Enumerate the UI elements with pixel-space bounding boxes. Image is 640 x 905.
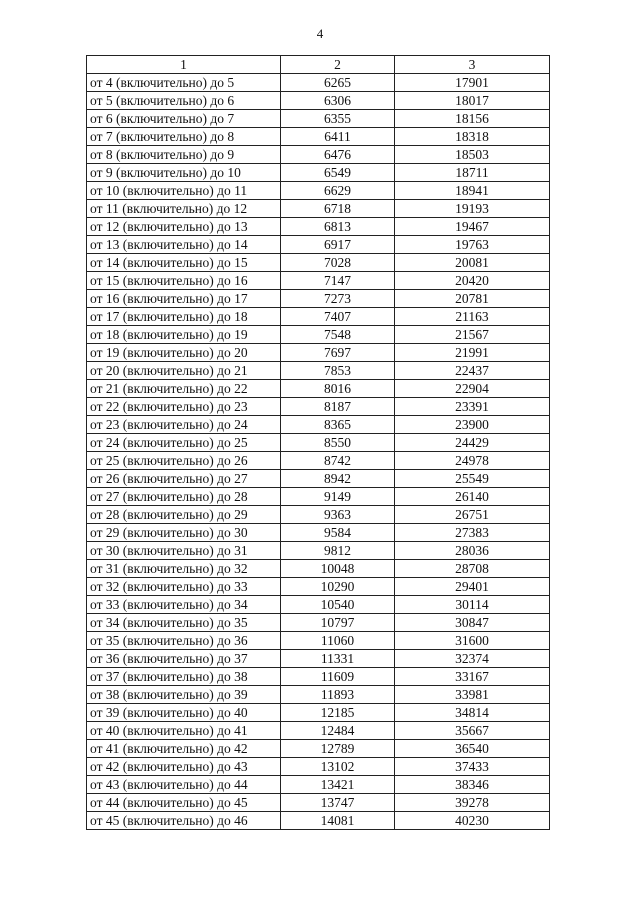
value-col2-cell: 6549	[281, 164, 395, 182]
table-row	[87, 488, 550, 506]
value-col2-cell: 9149	[281, 488, 395, 506]
value-col3-cell: 33981	[395, 686, 550, 704]
value-col3-cell: 36540	[395, 740, 550, 758]
value-col3-cell: 34814	[395, 704, 550, 722]
value-col2-cell: 6355	[281, 110, 395, 128]
table-row	[87, 254, 550, 272]
value-col3-cell: 30847	[395, 614, 550, 632]
value-col3-cell: 18711	[395, 164, 550, 182]
value-col2-cell: 7147	[281, 272, 395, 290]
range-cell: от 9 (включительно) до 10	[87, 164, 281, 182]
value-col3-cell: 26140	[395, 488, 550, 506]
value-col2-cell: 6265	[281, 74, 395, 92]
value-col3-cell: 35667	[395, 722, 550, 740]
table-row	[87, 272, 550, 290]
table-row	[87, 614, 550, 632]
value-col3-cell: 23391	[395, 398, 550, 416]
table-row	[87, 812, 550, 830]
table-row	[87, 434, 550, 452]
value-col3-cell: 23900	[395, 416, 550, 434]
table-row	[87, 596, 550, 614]
table-row	[87, 380, 550, 398]
value-col3-cell: 20420	[395, 272, 550, 290]
value-col2-cell: 9812	[281, 542, 395, 560]
table-row	[87, 218, 550, 236]
value-col3-cell: 21991	[395, 344, 550, 362]
value-col2-cell: 10048	[281, 560, 395, 578]
value-col2-cell: 6411	[281, 128, 395, 146]
range-cell: от 32 (включительно) до 33	[87, 578, 281, 596]
value-col3-cell: 18503	[395, 146, 550, 164]
value-col2-cell: 8742	[281, 452, 395, 470]
value-col3-cell: 30114	[395, 596, 550, 614]
range-cell: от 19 (включительно) до 20	[87, 344, 281, 362]
value-col3-cell: 19763	[395, 236, 550, 254]
range-cell: от 34 (включительно) до 35	[87, 614, 281, 632]
table-row	[87, 128, 550, 146]
value-col3-cell: 37433	[395, 758, 550, 776]
range-cell: от 27 (включительно) до 28	[87, 488, 281, 506]
value-col3-cell: 27383	[395, 524, 550, 542]
table-row	[87, 362, 550, 380]
value-col2-cell: 9363	[281, 506, 395, 524]
table-body	[87, 74, 550, 830]
value-col2-cell: 10290	[281, 578, 395, 596]
value-col2-cell: 7697	[281, 344, 395, 362]
value-col2-cell: 7407	[281, 308, 395, 326]
range-cell: от 4 (включительно) до 5	[87, 74, 281, 92]
table-row	[87, 668, 550, 686]
table-row	[87, 110, 550, 128]
table-row	[87, 740, 550, 758]
range-cell: от 28 (включительно) до 29	[87, 506, 281, 524]
table-row	[87, 200, 550, 218]
table-row	[87, 686, 550, 704]
table-row	[87, 632, 550, 650]
value-col3-cell: 20081	[395, 254, 550, 272]
range-cell: от 12 (включительно) до 13	[87, 218, 281, 236]
value-col2-cell: 6629	[281, 182, 395, 200]
range-cell: от 36 (включительно) до 37	[87, 650, 281, 668]
value-col3-cell: 29401	[395, 578, 550, 596]
range-cell: от 8 (включительно) до 9	[87, 146, 281, 164]
range-cell: от 6 (включительно) до 7	[87, 110, 281, 128]
table-row	[87, 776, 550, 794]
value-col3-cell: 18941	[395, 182, 550, 200]
range-cell: от 38 (включительно) до 39	[87, 686, 281, 704]
range-cell: от 25 (включительно) до 26	[87, 452, 281, 470]
value-col3-cell: 18017	[395, 92, 550, 110]
range-cell: от 41 (включительно) до 42	[87, 740, 281, 758]
range-cell: от 23 (включительно) до 24	[87, 416, 281, 434]
range-cell: от 14 (включительно) до 15	[87, 254, 281, 272]
value-col2-cell: 14081	[281, 812, 395, 830]
range-cell: от 22 (включительно) до 23	[87, 398, 281, 416]
value-col2-cell: 9584	[281, 524, 395, 542]
value-col3-cell: 24978	[395, 452, 550, 470]
table-row	[87, 164, 550, 182]
value-col3-cell: 40230	[395, 812, 550, 830]
column-header-2: 2	[281, 56, 395, 74]
range-cell: от 7 (включительно) до 8	[87, 128, 281, 146]
value-col2-cell: 8365	[281, 416, 395, 434]
value-col3-cell: 19467	[395, 218, 550, 236]
range-cell: от 33 (включительно) до 34	[87, 596, 281, 614]
page-number: 4	[316, 26, 324, 41]
rate-table	[86, 55, 550, 830]
value-col2-cell: 10797	[281, 614, 395, 632]
column-header-3: 3	[395, 56, 550, 74]
range-cell: от 5 (включительно) до 6	[87, 92, 281, 110]
table-row	[87, 704, 550, 722]
value-col3-cell: 28708	[395, 560, 550, 578]
table-row	[87, 650, 550, 668]
table-row	[87, 344, 550, 362]
range-cell: от 15 (включительно) до 16	[87, 272, 281, 290]
table-row	[87, 74, 550, 92]
range-cell: от 35 (включительно) до 36	[87, 632, 281, 650]
range-cell: от 29 (включительно) до 30	[87, 524, 281, 542]
value-col3-cell: 39278	[395, 794, 550, 812]
value-col3-cell: 26751	[395, 506, 550, 524]
table-row	[87, 236, 550, 254]
value-col2-cell: 6917	[281, 236, 395, 254]
table-row	[87, 560, 550, 578]
range-cell: от 26 (включительно) до 27	[87, 470, 281, 488]
value-col3-cell: 19193	[395, 200, 550, 218]
range-cell: от 17 (включительно) до 18	[87, 308, 281, 326]
table-row	[87, 146, 550, 164]
value-col2-cell: 7853	[281, 362, 395, 380]
table-row	[87, 578, 550, 596]
table-row	[87, 794, 550, 812]
value-col2-cell: 6813	[281, 218, 395, 236]
value-col2-cell: 7273	[281, 290, 395, 308]
range-cell: от 20 (включительно) до 21	[87, 362, 281, 380]
range-cell: от 13 (включительно) до 14	[87, 236, 281, 254]
value-col2-cell: 11060	[281, 632, 395, 650]
value-col3-cell: 17901	[395, 74, 550, 92]
table-row	[87, 452, 550, 470]
table-row	[87, 722, 550, 740]
range-cell: от 31 (включительно) до 32	[87, 560, 281, 578]
value-col2-cell: 7028	[281, 254, 395, 272]
value-col2-cell: 11609	[281, 668, 395, 686]
value-col3-cell: 22437	[395, 362, 550, 380]
range-cell: от 40 (включительно) до 41	[87, 722, 281, 740]
column-header-1: 1	[87, 56, 281, 74]
value-col3-cell: 21567	[395, 326, 550, 344]
value-col2-cell: 10540	[281, 596, 395, 614]
value-col3-cell: 21163	[395, 308, 550, 326]
value-col2-cell: 8550	[281, 434, 395, 452]
value-col3-cell: 25549	[395, 470, 550, 488]
value-col3-cell: 18318	[395, 128, 550, 146]
table-row	[87, 398, 550, 416]
range-cell: от 11 (включительно) до 12	[87, 200, 281, 218]
table-row	[87, 470, 550, 488]
table-row	[87, 182, 550, 200]
value-col2-cell: 6718	[281, 200, 395, 218]
value-col2-cell: 8016	[281, 380, 395, 398]
value-col2-cell: 13102	[281, 758, 395, 776]
range-cell: от 39 (включительно) до 40	[87, 704, 281, 722]
value-col3-cell: 18156	[395, 110, 550, 128]
range-cell: от 37 (включительно) до 38	[87, 668, 281, 686]
range-cell: от 18 (включительно) до 19	[87, 326, 281, 344]
table-row	[87, 92, 550, 110]
table-row	[87, 758, 550, 776]
table-row	[87, 542, 550, 560]
table-row	[87, 308, 550, 326]
value-col2-cell: 12789	[281, 740, 395, 758]
table-row	[87, 290, 550, 308]
value-col3-cell: 32374	[395, 650, 550, 668]
range-cell: от 21 (включительно) до 22	[87, 380, 281, 398]
value-col3-cell: 20781	[395, 290, 550, 308]
value-col2-cell: 12185	[281, 704, 395, 722]
range-cell: от 16 (включительно) до 17	[87, 290, 281, 308]
value-col3-cell: 24429	[395, 434, 550, 452]
value-col2-cell: 13421	[281, 776, 395, 794]
table-header-row	[87, 56, 550, 74]
value-col2-cell: 12484	[281, 722, 395, 740]
range-cell: от 45 (включительно) до 46	[87, 812, 281, 830]
range-cell: от 30 (включительно) до 31	[87, 542, 281, 560]
table-row	[87, 506, 550, 524]
range-cell: от 44 (включительно) до 45	[87, 794, 281, 812]
value-col3-cell: 31600	[395, 632, 550, 650]
value-col3-cell: 22904	[395, 380, 550, 398]
value-col2-cell: 7548	[281, 326, 395, 344]
value-col2-cell: 6306	[281, 92, 395, 110]
table-row	[87, 416, 550, 434]
table-row	[87, 326, 550, 344]
range-cell: от 24 (включительно) до 25	[87, 434, 281, 452]
value-col2-cell: 8187	[281, 398, 395, 416]
value-col3-cell: 28036	[395, 542, 550, 560]
range-cell: от 10 (включительно) до 11	[87, 182, 281, 200]
value-col2-cell: 11893	[281, 686, 395, 704]
table-row	[87, 524, 550, 542]
value-col3-cell: 33167	[395, 668, 550, 686]
value-col2-cell: 11331	[281, 650, 395, 668]
value-col2-cell: 13747	[281, 794, 395, 812]
range-cell: от 43 (включительно) до 44	[87, 776, 281, 794]
value-col3-cell: 38346	[395, 776, 550, 794]
value-col2-cell: 8942	[281, 470, 395, 488]
value-col2-cell: 6476	[281, 146, 395, 164]
range-cell: от 42 (включительно) до 43	[87, 758, 281, 776]
